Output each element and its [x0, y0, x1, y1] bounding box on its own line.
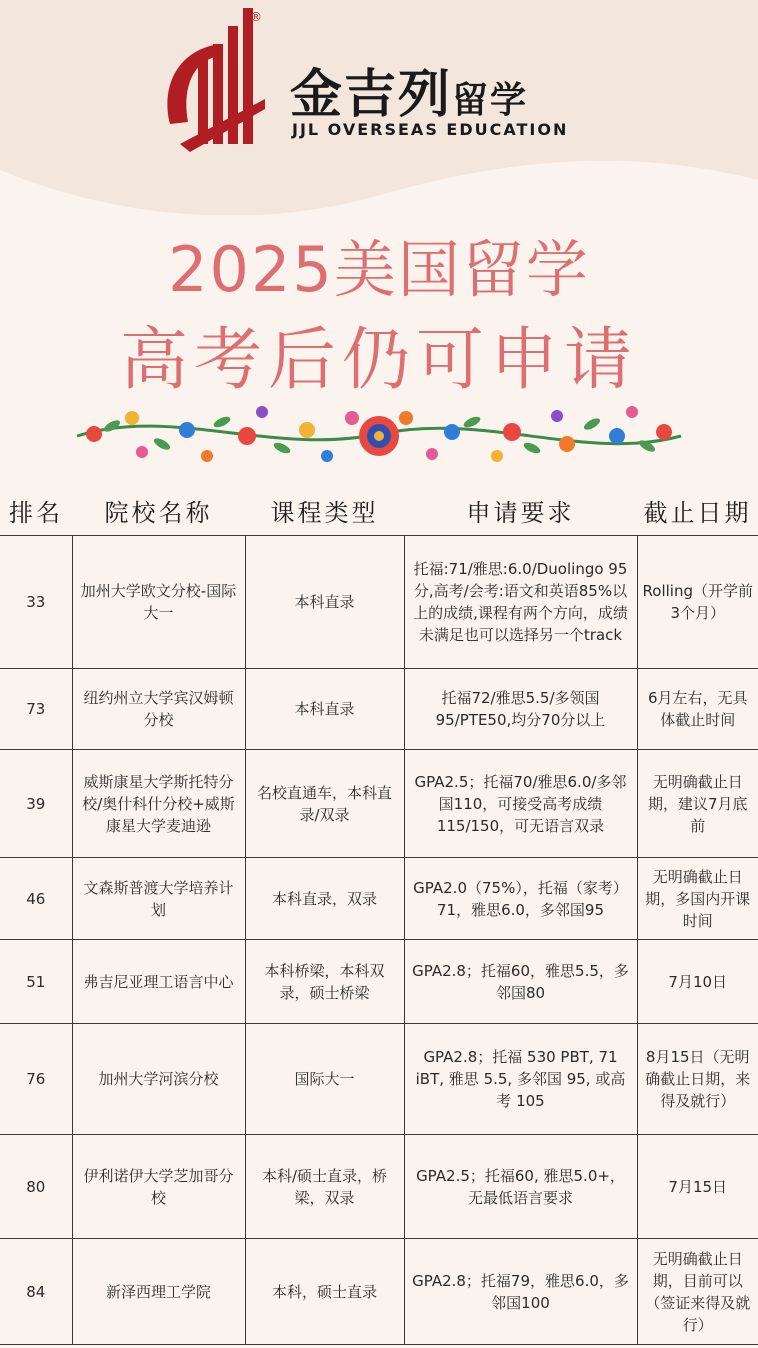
cell-requirements: GPA2.5；托福60, 雅思5.0+，无最低语言要求	[404, 1135, 637, 1239]
cell-program: 本科直录	[245, 536, 404, 669]
cell-deadline: 无明确截止日期，目前可以（签证来得及就行）	[637, 1239, 758, 1345]
header-school: 院校名称	[104, 498, 213, 527]
cell-deadline: 8月15日（无明确截止日期，来得及就行）	[637, 1024, 758, 1135]
cell-program: 本科直录，双录	[245, 858, 404, 940]
cell-rank: 84	[0, 1239, 72, 1345]
brand-name-en: JJL OVERSEAS EDUCATION	[292, 120, 569, 139]
header-requirements: 申请要求	[466, 498, 575, 527]
table-row	[0, 858, 758, 940]
table-row	[0, 1024, 758, 1135]
cell-requirements: 托福72/雅思5.5/多领国95/PTE50,均分70分以上	[404, 669, 637, 750]
table-row	[0, 750, 758, 858]
cell-requirements: GPA2.5；托福70/雅思6.0/多邻国110，可接受高考成绩115/150，可无语言双录	[404, 750, 637, 858]
cell-rank: 76	[0, 1024, 72, 1135]
header-program: 课程类型	[270, 498, 379, 527]
cell-school: 文森斯普渡大学培养计划	[72, 858, 245, 940]
cell-deadline: 无明确截止日期，建议7月底前	[637, 750, 758, 858]
registered-mark: ®	[250, 10, 262, 24]
cell-program: 本科，硕士直录	[245, 1239, 404, 1345]
floral-divider-icon	[72, 396, 686, 476]
cell-school: 加州大学欧文分校-国际大一	[72, 536, 245, 669]
title-line-1: 2025美国留学	[168, 233, 590, 306]
cell-rank: 33	[0, 536, 72, 669]
cell-requirements: 托福:71/雅思:6.0/Duolingo 95分,高考/会考:语文和英语85%以上的成绩,课程有两个方向，成绩未满足也可以选择另一个track	[404, 536, 637, 669]
cell-deadline: 无明确截止日期，多国内开课时间	[637, 858, 758, 940]
cell-deadline: Rolling（开学前3个月）	[637, 536, 758, 669]
header-rank: 排名	[9, 498, 63, 527]
title-line-2: 高考后仍可申请	[119, 321, 638, 400]
cell-deadline: 7月15日	[637, 1135, 758, 1239]
cell-deadline: 6月左右，无具体截止时间	[637, 669, 758, 750]
table-row	[0, 940, 758, 1024]
cell-program: 本科直录	[245, 669, 404, 750]
cell-requirements: GPA2.8；托福79，雅思6.0，多邻国100	[404, 1239, 637, 1345]
cell-requirements: GPA2.8；托福 530 PBT, 71 iBT, 雅思 5.5, 多邻国 95, 或高考 105	[404, 1024, 637, 1135]
cell-school: 加州大学河滨分校	[72, 1024, 245, 1135]
cell-requirements: GPA2.0（75%），托福（家考）71，雅思6.0，多邻国95	[404, 858, 637, 940]
table-row	[0, 1239, 758, 1345]
cell-school: 新泽西理工学院	[72, 1239, 245, 1345]
cell-school: 伊利诺伊大学芝加哥分校	[72, 1135, 245, 1239]
table-header	[0, 486, 758, 534]
table-row	[0, 1135, 758, 1239]
cell-school: 纽约州立大学宾汉姆顿分校	[72, 669, 245, 750]
header-deadline: 截止日期	[643, 498, 752, 527]
brand-name-sub: 留学	[452, 80, 529, 121]
cell-rank: 73	[0, 669, 72, 750]
cell-rank: 39	[0, 750, 72, 858]
cell-rank: 80	[0, 1135, 72, 1239]
cell-program: 国际大一	[245, 1024, 404, 1135]
table-row	[0, 669, 758, 750]
cell-program: 本科桥梁，本科双录，硕士桥梁	[245, 940, 404, 1024]
cell-requirements: GPA2.8；托福60，雅思5.5，多邻国80	[404, 940, 637, 1024]
table-row	[0, 536, 758, 669]
cell-deadline: 7月10日	[637, 940, 758, 1024]
cell-rank: 51	[0, 940, 72, 1024]
cell-rank: 46	[0, 858, 72, 940]
cell-school: 弗吉尼亚理工语言中心	[72, 940, 245, 1024]
schools-table	[0, 535, 758, 1345]
brand-name-main: 金吉列	[290, 65, 453, 125]
cell-school: 威斯康星大学斯托特分校/奥什科什分校+威斯康星大学麦迪逊	[72, 750, 245, 858]
cell-program: 名校直通车，本科直录/双录	[245, 750, 404, 858]
logo-mark-icon	[160, 4, 270, 154]
cell-program: 本科/硕士直录，桥梁，双录	[245, 1135, 404, 1239]
brand-name	[290, 52, 528, 127]
